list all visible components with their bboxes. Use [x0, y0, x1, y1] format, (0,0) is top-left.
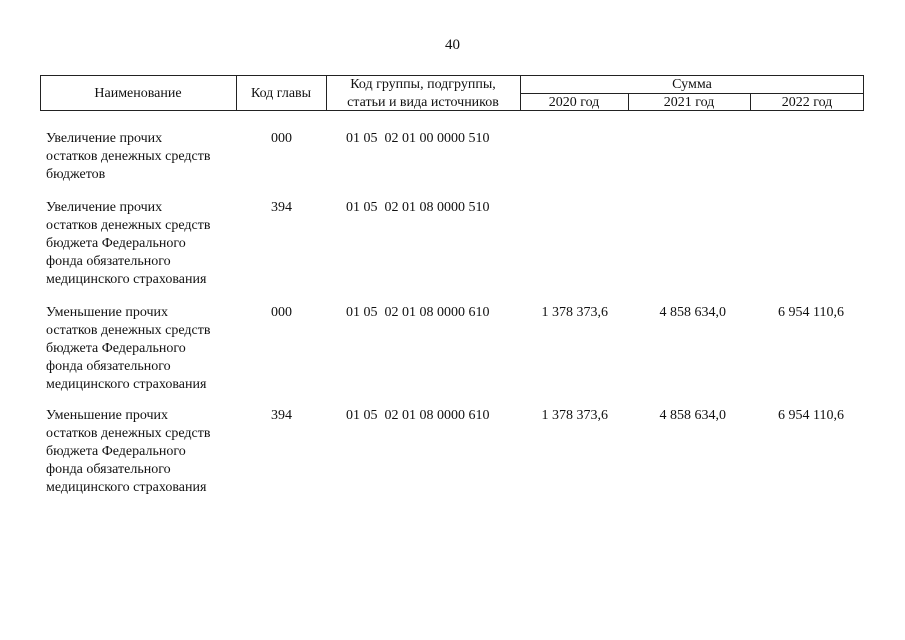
row-name-line: медицинского страхования	[46, 480, 207, 495]
row-name-line: фонда обязательного	[46, 462, 171, 477]
header-group-code-line2: статьи и вида источников	[347, 95, 499, 110]
header-sum: Сумма	[672, 77, 712, 92]
row-value-2020: 1 378 373,6	[541, 305, 608, 320]
row-chapter-code: 394	[271, 408, 292, 423]
row-name-line: Увеличение прочих	[46, 131, 163, 146]
row-name-line: остатков денежных средств	[46, 426, 211, 441]
header-year-2020: 2020 год	[548, 95, 600, 110]
header-year-2022: 2022 год	[781, 95, 833, 110]
row-chapter-code: 394	[271, 200, 292, 215]
row-name	[46, 130, 246, 184]
row-name	[46, 304, 246, 394]
row-name-line: Уменьшение прочих	[46, 408, 168, 423]
row-name-line: медицинского страхования	[46, 377, 207, 392]
row-name	[46, 199, 246, 289]
row-name-line: фонда обязательного	[46, 254, 171, 269]
page-number: 40	[445, 37, 460, 53]
row-name-line: медицинского страхования	[46, 272, 207, 287]
header-year-2021: 2021 год	[663, 95, 715, 110]
row-name-line: Уменьшение прочих	[46, 305, 168, 320]
row-source-code: 01 05 02 01 08 0000 610	[346, 305, 490, 320]
row-name-line: фонда обязательного	[46, 359, 171, 374]
row-name-line: остатков денежных средств	[46, 323, 211, 338]
row-value-2021: 4 858 634,0	[659, 305, 726, 320]
header-name: Наименование	[94, 86, 182, 101]
row-source-code: 01 05 02 01 08 0000 610	[346, 408, 490, 423]
row-value-2022: 6 954 110,6	[778, 408, 844, 423]
row-name	[46, 407, 246, 497]
row-name-line: бюджетов	[46, 167, 106, 182]
row-source-code: 01 05 02 01 00 0000 510	[346, 131, 490, 146]
header-group-code-line1: Код группы, подгруппы,	[350, 77, 496, 92]
row-name-line: бюджета Федерального	[46, 444, 186, 459]
row-name-line: остатков денежных средств	[46, 149, 211, 164]
row-name-line: бюджета Федерального	[46, 236, 186, 251]
row-chapter-code: 000	[271, 305, 292, 320]
row-value-2020: 1 378 373,6	[541, 408, 608, 423]
row-source-code: 01 05 02 01 08 0000 510	[346, 200, 490, 215]
row-name-line: остатков денежных средств	[46, 218, 211, 233]
row-value-2021: 4 858 634,0	[659, 408, 726, 423]
row-value-2022: 6 954 110,6	[778, 305, 844, 320]
row-name-line: Увеличение прочих	[46, 200, 163, 215]
header-chapter-code: Код главы	[250, 86, 312, 101]
row-chapter-code: 000	[271, 131, 292, 146]
row-name-line: бюджета Федерального	[46, 341, 186, 356]
